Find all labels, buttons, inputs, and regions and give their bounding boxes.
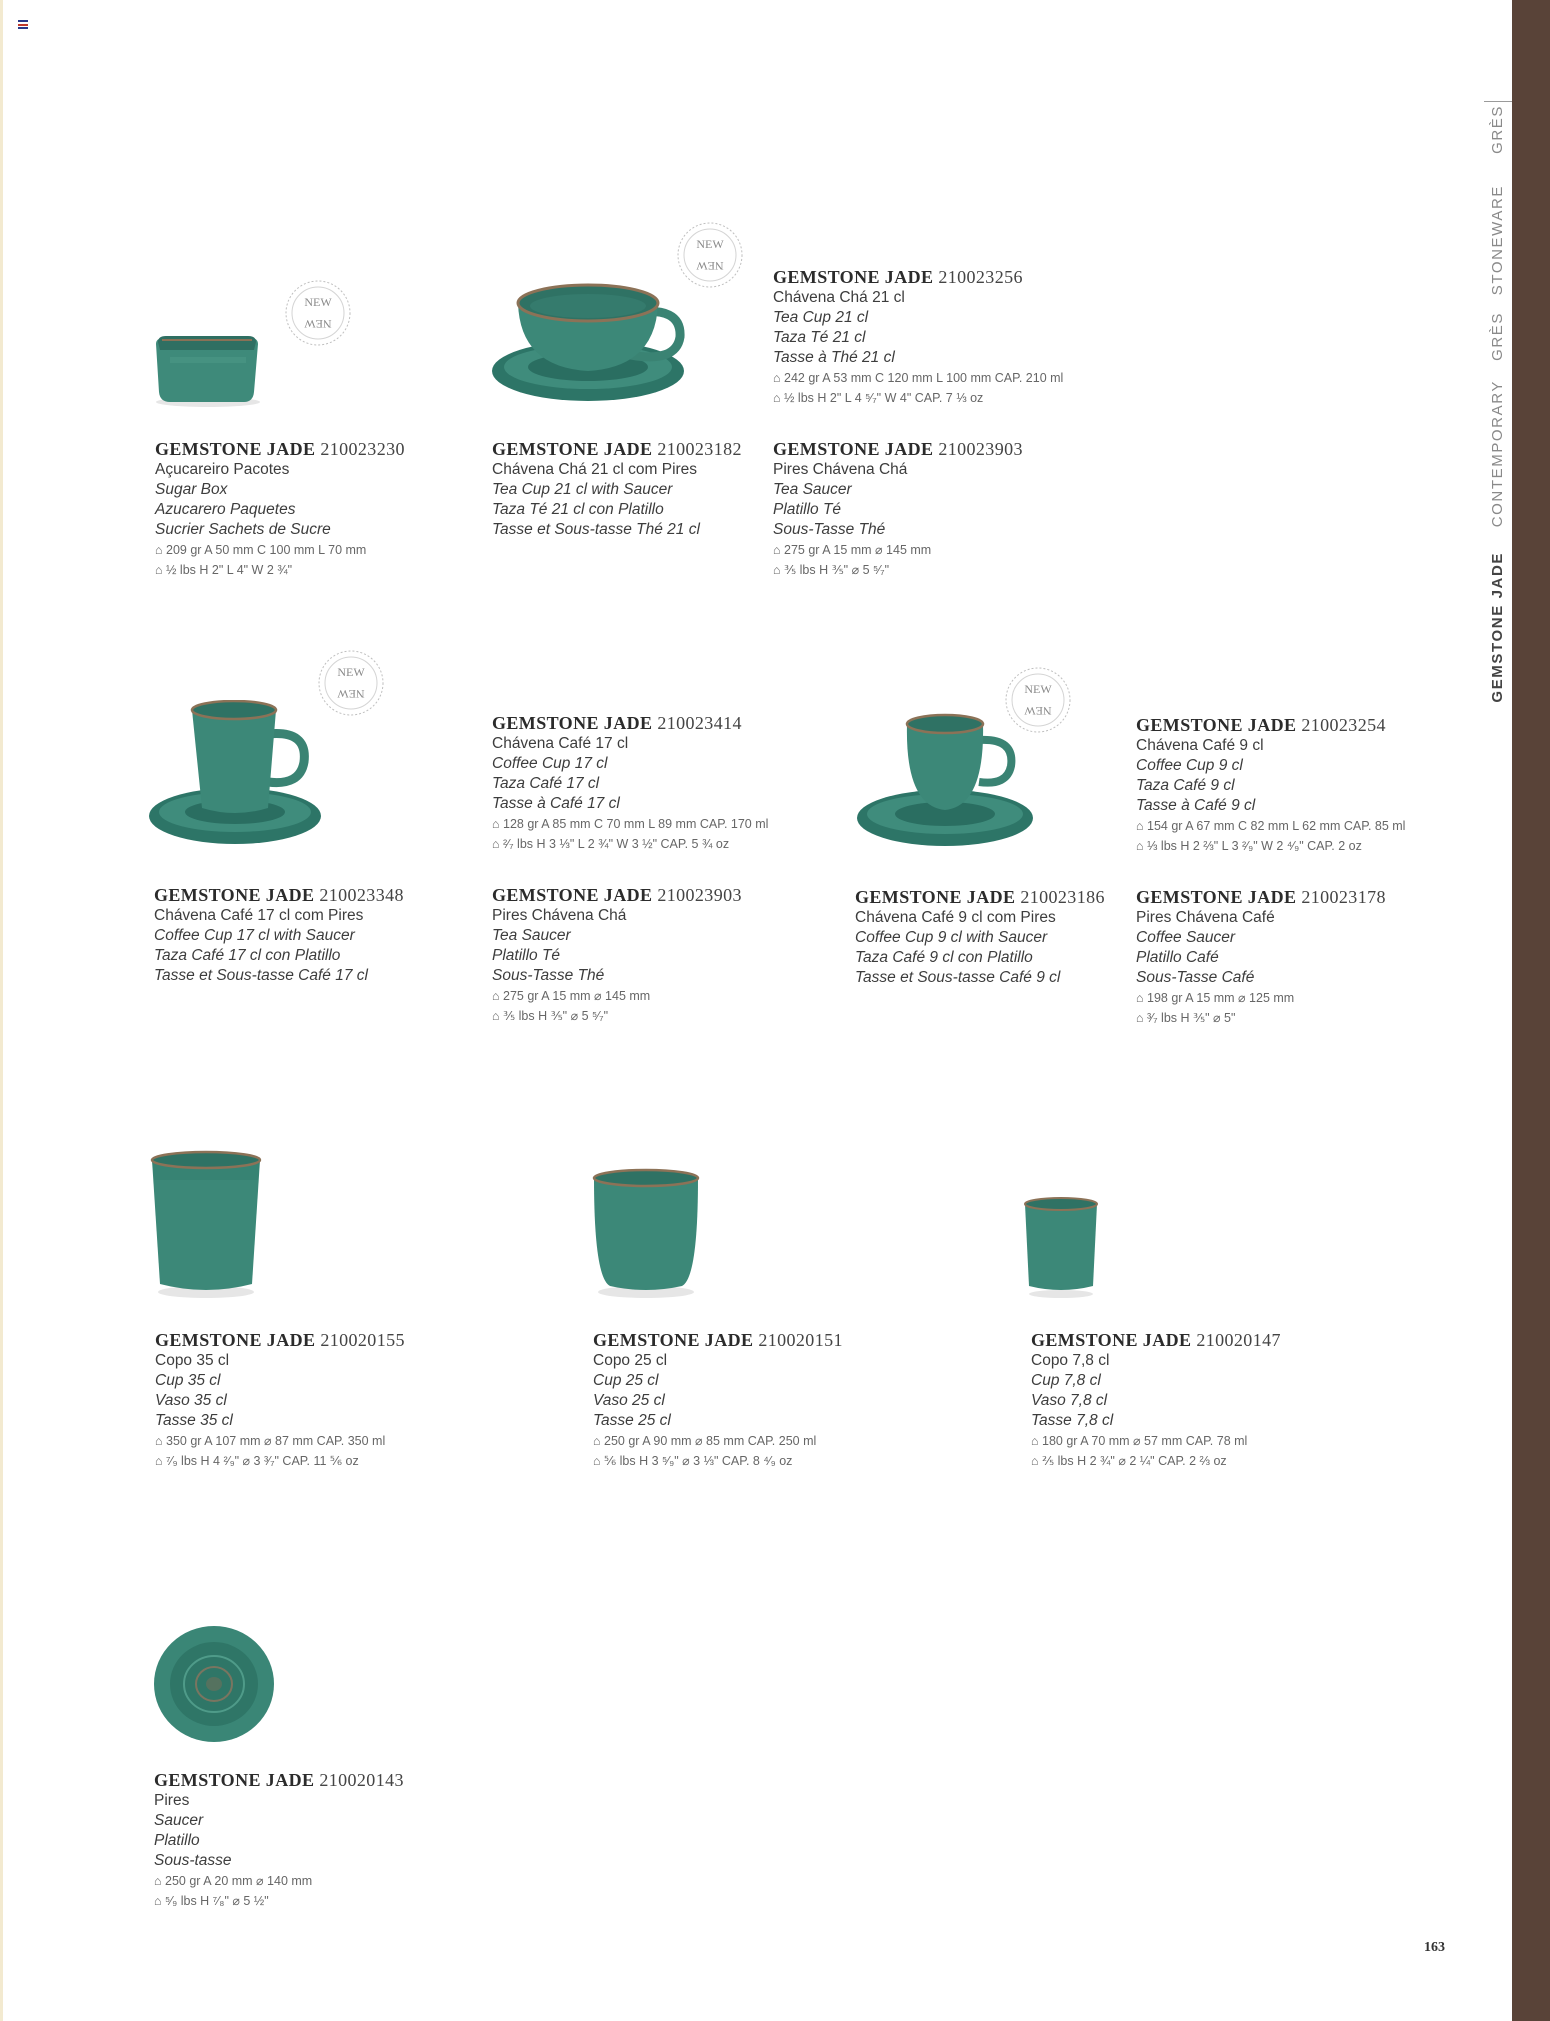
spec-metric: ⌂ 128 gr A 85 mm C 70 mm L 89 mm CAP. 170 ml [492,817,769,831]
spec-metric: ⌂ 209 gr A 50 mm C 100 mm L 70 mm [155,543,367,557]
name-es: Vaso 35 cl [155,1392,227,1409]
name-es: Taza Té 21 cl con Platillo [492,501,664,518]
spec-metric: ⌂ 350 gr A 107 mm ⌀ 87 mm CAP. 350 ml [155,1434,386,1448]
product-title: GEMSTONE JADE 210023230 [155,439,405,459]
product-title: GEMSTONE JADE 210023903 [492,885,742,905]
spec-imperial: ⌂ ⅖ lbs H 2 ¾" ⌀ 2 ¼" CAP. 2 ⅔ oz [1031,1454,1227,1468]
name-pt: Copo 35 cl [155,1352,230,1369]
name-en: Coffee Cup 17 cl [492,755,608,772]
name-pt: Pires Chávena Café [1136,909,1275,926]
name-pt: Chávena Chá 21 cl com Pires [492,461,698,478]
page-number: 163 [1424,1940,1445,1955]
name-fr: Tasse à Café 17 cl [492,795,620,812]
spec-imperial: ⌂ ½ lbs H 2" L 4" W 2 ¾" [155,563,293,577]
spec-imperial: ⌂ ½ lbs H 2" L 4 ⁵⁄₇" W 4" CAP. 7 ⅓ oz [773,391,984,405]
name-fr: Tasse à Thé 21 cl [773,349,895,366]
name-fr: Sous-tasse [154,1852,232,1869]
side-nav [1484,105,1512,705]
name-pt: Chávena Café 17 cl com Pires [154,907,364,924]
name-fr: Sucrier Sachets de Sucre [155,521,331,538]
product-title: GEMSTONE JADE 210023186 [855,887,1105,907]
product-210023348 [154,884,404,986]
spec-metric: ⌂ 275 gr A 15 mm ⌀ 145 mm [773,543,932,557]
name-en: Tea Saucer [773,481,852,498]
spec-metric: ⌂ 180 gr A 70 mm ⌀ 57 mm CAP. 78 ml [1031,1434,1248,1448]
new-badge-2 [675,220,745,290]
menu-icon[interactable] [18,20,28,29]
name-pt: Chávena Café 9 cl [1136,737,1264,754]
product-title: GEMSTONE JADE 210020147 [1031,1330,1281,1350]
new-badge-text: NEW [337,687,365,701]
name-es: Platillo Té [773,501,842,518]
name-pt: Açucareiro Pacotes [155,461,290,478]
product-title: GEMSTONE JADE 210020155 [155,1330,405,1350]
name-fr: Tasse 25 cl [593,1412,671,1429]
new-badge-1 [283,278,353,348]
product-210020143 [154,1769,404,1911]
side-divider [1484,101,1512,102]
spec-metric: ⌂ 250 gr A 90 mm ⌀ 85 mm CAP. 250 ml [593,1434,817,1448]
name-es: Taza Café 9 cl [1136,777,1235,794]
spec-metric: ⌂ 242 gr A 53 mm C 120 mm L 100 mm CAP. 210 ml [773,371,1064,385]
product-210023178 [1136,886,1386,1028]
spec-metric: ⌂ 275 gr A 15 mm ⌀ 145 mm [492,989,651,1003]
product-title: GEMSTONE JADE 210020143 [154,1770,404,1790]
new-badge-3 [316,648,386,718]
cup-7-8-image [1022,1196,1100,1300]
side-nav-stoneware[interactable]: STONEWARE [1489,185,1506,296]
name-pt: Copo 7,8 cl [1031,1352,1110,1369]
name-es: Taza Café 17 cl con Platillo [154,947,341,964]
spec-imperial: ⌂ ⅚ lbs H 3 ⁵⁄₉" ⌀ 3 ⅓" CAP. 8 ⁴⁄₉ oz [593,1454,793,1468]
sugar-box-image [150,330,270,410]
product-210023903-a [773,438,1023,580]
name-fr: Tasse et Sous-tasse Café 9 cl [855,969,1061,986]
new-badge-text: NEW [1024,682,1052,696]
spec-imperial: ⌂ ⁵⁄₉ lbs H ⁷⁄₈" ⌀ 5 ½" [154,1894,269,1908]
page-edge [0,0,3,2021]
new-badge-4 [1003,665,1073,735]
name-es: Vaso 7,8 cl [1031,1392,1108,1409]
name-en: Coffee Cup 17 cl with Saucer [154,927,355,944]
name-es: Taza Café 17 cl [492,775,600,792]
side-nav-gemstone-jade[interactable]: GEMSTONE JADE [1489,552,1506,703]
name-pt: Chávena Café 9 cl com Pires [855,909,1056,926]
name-en: Cup 25 cl [593,1372,659,1389]
side-bar [1512,0,1550,2021]
name-fr: Sous-Tasse Thé [492,967,605,984]
product-title: GEMSTONE JADE 210023256 [773,267,1023,287]
name-fr: Tasse 7,8 cl [1031,1412,1114,1429]
product-title: GEMSTONE JADE 210023903 [773,439,1023,459]
name-en: Cup 7,8 cl [1031,1372,1101,1389]
spec-imperial: ⌂ ⅗ lbs H ⅗" ⌀ 5 ⁵⁄₇" [492,1009,609,1023]
name-en: Coffee Cup 9 cl [1136,757,1243,774]
name-en: Coffee Cup 9 cl with Saucer [855,929,1048,946]
product-title: GEMSTONE JADE 210023414 [492,713,742,733]
spec-metric: ⌂ 154 gr A 67 mm C 82 mm L 62 mm CAP. 85 ml [1136,819,1406,833]
name-es: Platillo [154,1832,200,1849]
tea-cup-saucer-image [490,275,690,410]
name-en: Saucer [154,1812,204,1829]
product-title: GEMSTONE JADE 210023178 [1136,887,1386,907]
spec-metric: ⌂ 198 gr A 15 mm ⌀ 125 mm [1136,991,1295,1005]
name-es: Azucarero Paquetes [155,501,296,518]
product-210023182 [492,438,742,540]
name-pt: Copo 25 cl [593,1352,668,1369]
spec-imperial: ⌂ ²⁄₇ lbs H 3 ⅓" L 2 ¾" W 3 ½" CAP. 5 ¾ oz [492,837,730,851]
cup-35-image [150,1150,262,1300]
spec-imperial: ⌂ ⅗ lbs H ⅗" ⌀ 5 ⁵⁄₇" [773,563,890,577]
name-pt: Pires Chávena Chá [492,907,627,924]
spec-imperial: ⌂ ⅓ lbs H 2 ⅔" L 3 ²⁄₉" W 2 ⁴⁄₉" CAP. 2 oz [1136,839,1362,853]
name-fr: Sous-Tasse Café [1136,969,1255,986]
name-pt: Chávena Chá 21 cl [773,289,905,306]
name-en: Tea Cup 21 cl [773,309,869,326]
new-badge-text: NEW [304,317,332,331]
name-en: Cup 35 cl [155,1372,221,1389]
name-fr: Sous-Tasse Thé [773,521,886,538]
name-es: Platillo Té [492,947,561,964]
product-210023256 [773,266,1063,408]
name-pt: Pires Chávena Chá [773,461,908,478]
name-es: Platillo Café [1136,949,1219,966]
new-badge-text: NEW [304,295,332,309]
name-es: Taza Café 9 cl con Platillo [855,949,1033,966]
new-badge-text: NEW [696,259,724,273]
name-pt: Chávena Café 17 cl [492,735,629,752]
spec-metric: ⌂ 250 gr A 20 mm ⌀ 140 mm [154,1874,313,1888]
product-210023230 [155,438,405,580]
new-badge-text: NEW [696,237,724,251]
new-badge-text: NEW [1024,704,1052,718]
name-en: Sugar Box [155,481,228,498]
product-title: GEMSTONE JADE 210023182 [492,439,742,459]
product-210023903-b [492,884,742,1026]
name-es: Taza Té 21 cl [773,329,866,346]
saucer-image [152,1624,276,1744]
name-fr: Tasse à Café 9 cl [1136,797,1256,814]
product-title: GEMSTONE JADE 210020151 [593,1330,843,1350]
side-nav-gres-2[interactable]: GRÈS [1489,312,1506,361]
product-title: GEMSTONE JADE 210023348 [154,885,404,905]
spec-imperial: ⌂ ³⁄₇ lbs H ⅗" ⌀ 5" [1136,1011,1236,1025]
product-210023414 [492,712,768,854]
side-nav-gres-1[interactable]: GRÈS [1489,105,1506,154]
product-210023186 [855,886,1105,988]
name-en: Coffee Saucer [1136,929,1236,946]
name-pt: Pires [154,1792,190,1809]
name-es: Vaso 25 cl [593,1392,665,1409]
cup-25-image [590,1168,702,1300]
new-badge-text: NEW [337,665,365,679]
name-en: Tea Cup 21 cl with Saucer [492,481,673,498]
name-fr: Tasse 35 cl [155,1412,233,1429]
product-title: GEMSTONE JADE 210023254 [1136,715,1386,735]
product-210020151 [593,1329,843,1471]
coffee-cup-17-saucer-image [148,700,328,850]
product-210020147 [1031,1329,1281,1471]
side-nav-contemporary[interactable]: CONTEMPORARY [1489,380,1506,528]
product-210020155 [155,1329,405,1471]
product-210023254 [1136,714,1405,856]
name-fr: Tasse et Sous-tasse Café 17 cl [154,967,368,984]
name-fr: Tasse et Sous-tasse Thé 21 cl [492,521,700,538]
spec-imperial: ⌂ ⁷⁄₉ lbs H 4 ²⁄₉" ⌀ 3 ³⁄₇" CAP. 11 ⅚ oz [155,1454,359,1468]
name-en: Tea Saucer [492,927,571,944]
